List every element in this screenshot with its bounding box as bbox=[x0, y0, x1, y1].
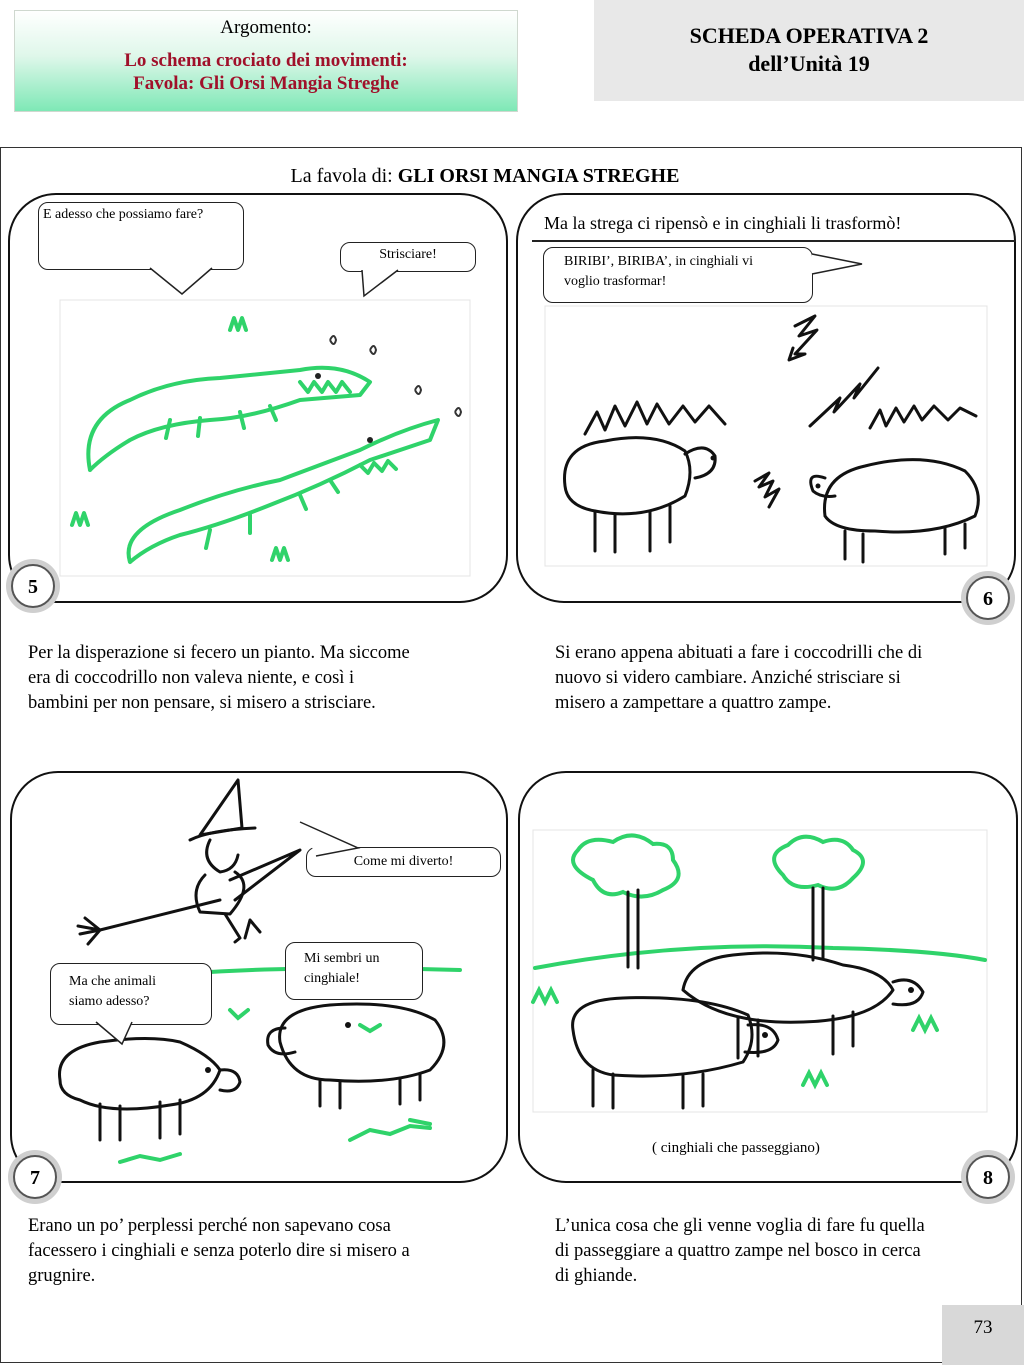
speech-bubble-tail bbox=[96, 1022, 146, 1052]
fable-title-name: GLI ORSI MANGIA STREGHE bbox=[397, 165, 680, 187]
speech-bubble-having-fun: Come mi diverto! bbox=[306, 847, 501, 877]
speech-bubble-you-look-like-boar: Mi sembri un cinghiale! bbox=[285, 942, 423, 1000]
panel-6-caption: Ma la strega ci ripensò e in cinghiali li trasformò! bbox=[544, 213, 902, 233]
topic-box bbox=[14, 10, 518, 112]
speech-bubble-what-animals: Ma che animali siamo adesso? bbox=[50, 963, 212, 1025]
speech-bubble-spell: BIRIBI’, BIRIBA’, in cinghiali vi voglio trasformar! bbox=[543, 247, 813, 303]
fable-title-prefix: La favola di: bbox=[290, 165, 398, 187]
panel-6-caption-rule bbox=[532, 240, 1016, 242]
topic-line-2: Favola: Gli Orsi Mangia Streghe bbox=[133, 73, 399, 94]
sheet-title: SCHEDA OPERATIVA 2 bbox=[689, 23, 929, 48]
panel-number-badge: 8 bbox=[966, 1155, 1010, 1199]
story-text-panel-6: Si erano appena abituati a fare i coccodrilli che di nuovo si videro cambiare. Anziché strisciare si misero a zampettare a quattro zampe. bbox=[555, 643, 923, 713]
speech-bubble-tail bbox=[810, 252, 866, 282]
speech-bubble-tail bbox=[298, 820, 368, 860]
speech-bubble-tail bbox=[150, 268, 220, 298]
panel-number-badge: 5 bbox=[11, 564, 55, 608]
page-number: 73 bbox=[942, 1305, 1024, 1365]
story-text-panel-7: Erano un po’ perplessi perché non sapevano cosa facessero i cinghiali e senza poterlo dire si misero a grugnire. bbox=[28, 1216, 410, 1286]
panel-number-badge: 6 bbox=[966, 576, 1010, 620]
crocodiles-drawing bbox=[60, 300, 470, 576]
argomento-label: Argomento: bbox=[220, 17, 312, 38]
panel-number-badge: 7 bbox=[13, 1155, 57, 1199]
panel-8-caption: ( cinghiali che passeggiano) bbox=[652, 1140, 820, 1156]
topic-line-1: Lo schema crociato dei movimenti: bbox=[124, 50, 408, 71]
sheet-unit: dell’Unità 19 bbox=[748, 51, 870, 76]
boars-walking-drawing bbox=[533, 830, 987, 1112]
story-text-panel-8: L’unica cosa che gli venne voglia di fare fu quella di passeggiare a quattro zampe nel bosco in cerca di ghiande. bbox=[555, 1216, 925, 1286]
sheet-box bbox=[594, 0, 1024, 101]
boars-transformation-drawing bbox=[545, 306, 987, 566]
fable-title bbox=[0, 165, 970, 188]
speech-bubble-tail bbox=[358, 270, 408, 300]
story-text-panel-5: Per la disperazione si fecero un pianto. Ma siccome era di coccodrillo non valeva niente, e così i bambini per non pensare, si misero a strisciare. bbox=[28, 643, 410, 713]
speech-bubble-crawl: Strisciare! bbox=[340, 242, 476, 272]
speech-bubble-what-now: E adesso che possiamo fare? bbox=[38, 202, 244, 270]
